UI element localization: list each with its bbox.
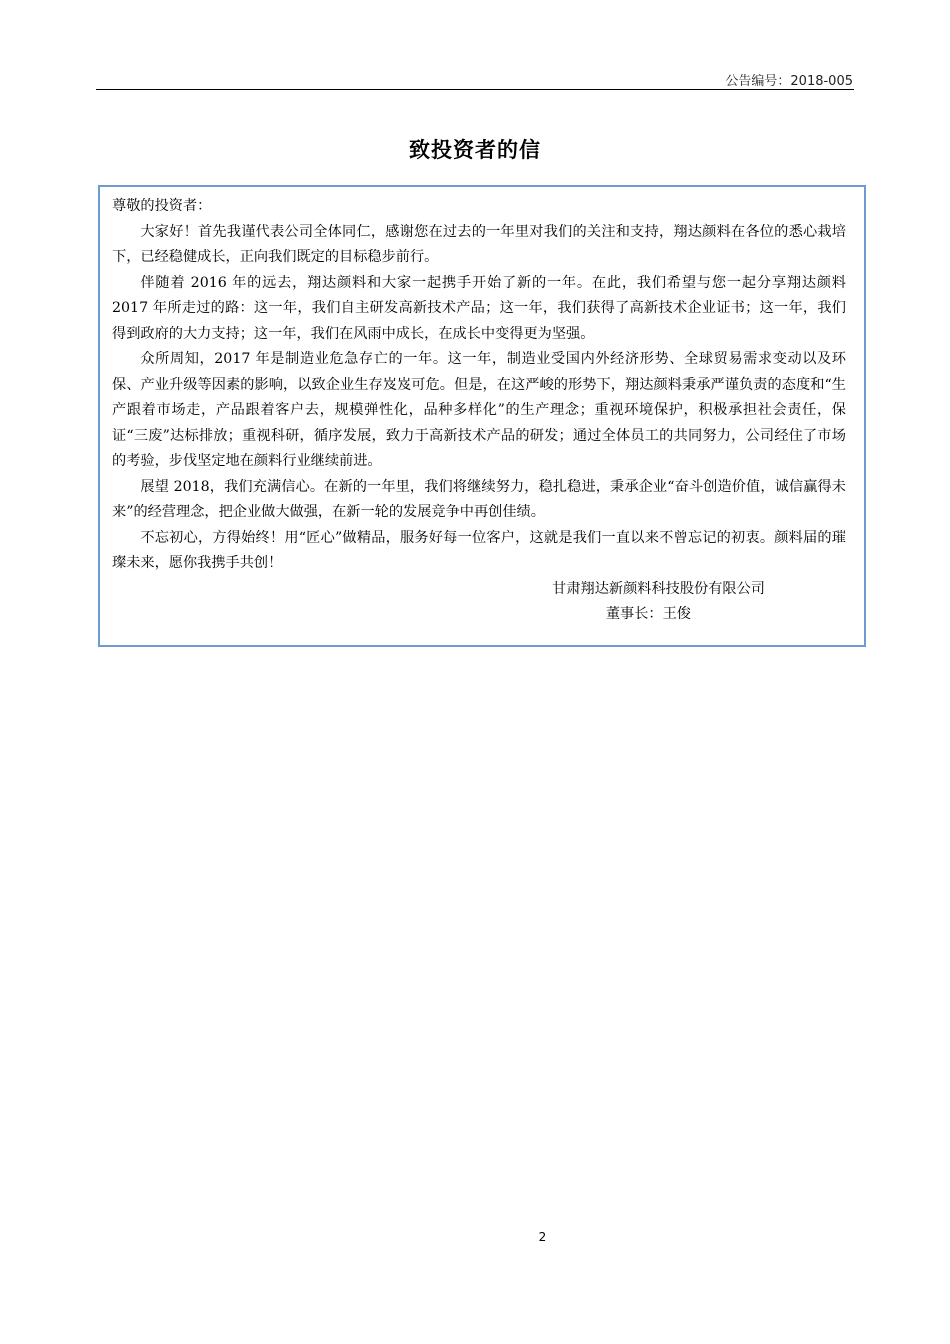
page-title: 致投资者的信 bbox=[409, 138, 541, 162]
letter-box bbox=[98, 185, 866, 647]
header-divider bbox=[96, 89, 854, 90]
letter-paragraph-5: 不忘初心，方得始终！用“匠心”做精品，服务好每一位客户，这就是我们一直以来不曾忘记的初衷。颜料届的璀璨未来，愿你我携手共创！ bbox=[112, 529, 846, 571]
letter-paragraph-3: 众所周知，2017 年是制造业危急存亡的一年。这一年，制造业受国内外经济形势、全球贸易需求变动以及环保、产业升级等因素的影响，以致企业生存岌岌可危。但是，在这严峻的形势下，翔达颜料秉承严谨负责的态度和“生产跟着市场走，产品跟着客户去，规模弹性化，品种多样化”的生产理念；重视环境保护，积极承担社会责任，保证“三废”达标排放；重视科研，循序发展，致力于高新技术产品的研发；通过全体员工的共同努力，公司经住了市场的考验，步伐坚定地在颜料行业继续前进。 bbox=[112, 351, 846, 469]
letter-paragraph-1: 大家好！首先我谨代表公司全体同仁，感谢您在过去的一年里对我们的关注和支持，翔达颜料在各位的悉心栽培下，已经稳健成长，正向我们既定的目标稳步前行。 bbox=[112, 223, 846, 265]
announcement-number: 公告编号：2018-005 bbox=[725, 74, 853, 89]
letter-salutation: 尊敬的投资者： bbox=[112, 198, 212, 214]
signature-chairman: 董事长：王俊 bbox=[605, 606, 691, 622]
signature-company: 甘肃翔达新颜料科技股份有限公司 bbox=[552, 580, 765, 597]
page-number: 2 bbox=[538, 1230, 547, 1244]
letter-paragraph-2: 伴随着 2016 年的远去，翔达颜料和大家一起携手开始了新的一年。在此，我们希望与您一起分享翔达颜料 2017 年所走过的路：这一年，我们自主研发高新技术产品；这一年，我们获得了高新技术企业证书；这一年，我们得到政府的大力支持；这一年，我们在风雨中成长，在成长中变得更为坚强。 bbox=[112, 274, 846, 342]
letter-paragraph-4: 展望 2018，我们充满信心。在新的一年里，我们将继续努力，稳扎稳进，秉承企业“奋斗创造价值，诚信赢得未来”的经营理念，把企业做大做强，在新一轮的发展竞争中再创佳绩。 bbox=[112, 478, 846, 520]
